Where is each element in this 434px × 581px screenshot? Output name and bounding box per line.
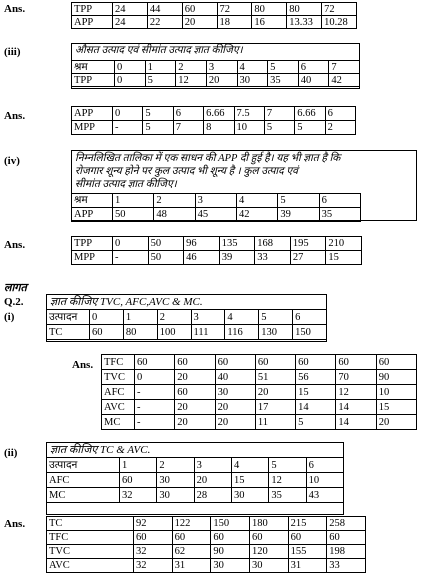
answer-label: Ans. (4, 3, 26, 15)
table-cell: 5 (268, 61, 299, 74)
output-afc-mc-table (46, 457, 344, 503)
table-cell: 30 (157, 488, 194, 503)
row-header-cell: TPP (72, 3, 113, 16)
heading-line: निम्नलिखित तालिका में एक साधन की APP दी हुई है। यह भी ज्ञात है कि (75, 153, 341, 164)
table-cell: 130 (259, 325, 293, 340)
table-cell: 12 (269, 473, 306, 488)
table-cell: 60 (288, 531, 327, 545)
table-cell: 50 (113, 208, 154, 222)
question-number: (iii) (4, 46, 21, 58)
table-cell: 4 (225, 310, 259, 325)
table-cell: 14 (296, 400, 336, 415)
table-row (47, 310, 327, 325)
table-cell: 35 (319, 208, 360, 222)
table-cell: 150 (293, 325, 327, 340)
table-cell: 210 (326, 237, 362, 251)
table-cell: 20 (175, 370, 215, 385)
table-cell: 35 (269, 488, 306, 503)
row-header-cell: MPP (72, 121, 113, 135)
row-header-cell: उत्पादन (47, 310, 90, 325)
table-cell: 0 (135, 370, 175, 385)
table-cell: 6 (306, 458, 343, 473)
table-cell: 31 (172, 559, 211, 573)
table-cell: 44 (147, 3, 182, 16)
table-cell: 70 (336, 370, 376, 385)
table-cell: 39 (219, 251, 255, 265)
table-cell: 60 (175, 355, 215, 370)
table-row (72, 208, 361, 222)
table-row (102, 385, 417, 400)
output-tc-table (46, 309, 327, 340)
table-cell: 116 (225, 325, 259, 340)
table-cell: 90 (376, 370, 416, 385)
row-header-cell: TVC (102, 370, 135, 385)
table-cell: 4 (236, 194, 277, 208)
table-cell: 10 (376, 385, 416, 400)
table-cell: 40 (215, 370, 255, 385)
table-cell: 5 (145, 74, 176, 87)
table-cell: 33 (327, 559, 366, 573)
row-header-cell: APP (72, 107, 113, 121)
table-cell: 60 (296, 355, 336, 370)
table-cell: 60 (134, 531, 173, 545)
app-mpp-table (71, 106, 356, 135)
table-cell: 10.28 (322, 16, 357, 29)
table-cell: 20 (255, 385, 295, 400)
question-number: (ii) (4, 447, 18, 459)
question-heading: औसत उत्पाद एवं सीमांत उत्पाद ज्ञात कीजिए। (75, 45, 243, 56)
table-cell: 42 (236, 208, 277, 222)
table-cell: 60 (327, 531, 366, 545)
table-cell: 80 (252, 3, 287, 16)
table-row (72, 251, 362, 265)
table-cell: 15 (231, 473, 268, 488)
table-cell: 5 (269, 458, 306, 473)
cost-answer-table (101, 354, 417, 430)
row-header-cell: TPP (72, 74, 115, 87)
table-cell: 6 (325, 107, 355, 121)
question-heading (72, 151, 416, 192)
table-cell: 18 (217, 16, 252, 29)
table-cell: 0 (113, 107, 143, 121)
table-cell: 2 (325, 121, 355, 135)
table-cell: 12 (176, 74, 207, 87)
row-header-cell: उत्पादन (47, 458, 120, 473)
table-row (47, 488, 344, 503)
table-cell: 30 (211, 559, 250, 573)
heading-line: रोजगार शून्य होने पर कुल उत्पाद भी शून्य है । कुल उत्पाद एवं (75, 166, 298, 177)
table-cell: 56 (296, 370, 336, 385)
tpp-app-table (71, 2, 357, 29)
table-cell: - (113, 251, 149, 265)
table-cell: 22 (147, 16, 182, 29)
table-cell: 4 (231, 458, 268, 473)
table-cell: 258 (327, 517, 366, 531)
table-cell: 6 (173, 107, 203, 121)
row-header-cell: TC (47, 325, 90, 340)
table-cell: 1 (120, 458, 157, 473)
table-cell: 7.5 (234, 107, 264, 121)
table-cell: 62 (172, 545, 211, 559)
table-cell: 60 (135, 355, 175, 370)
table-row (47, 325, 327, 340)
table-row (72, 107, 356, 121)
table-cell: - (135, 415, 175, 430)
table-cell: 14 (336, 400, 376, 415)
table-cell: 60 (172, 531, 211, 545)
table-cell: 60 (120, 473, 157, 488)
table-cell: 195 (290, 237, 326, 251)
table-row (72, 237, 362, 251)
table-cell: 15 (376, 400, 416, 415)
table-cell: 0 (113, 237, 149, 251)
table-cell: 10 (234, 121, 264, 135)
table-row (47, 545, 366, 559)
table-row (72, 194, 361, 208)
question-heading: ज्ञात कीजिए TVC, AFC,AVC & MC. (50, 296, 203, 308)
question-heading: ज्ञात कीजिए TC & AVC. (50, 444, 151, 456)
table-cell: 6 (298, 61, 329, 74)
table-cell: 48 (154, 208, 195, 222)
table-cell: 60 (90, 325, 124, 340)
table-cell: 5 (278, 194, 319, 208)
table-cell: 215 (288, 517, 327, 531)
table-cell: 72 (217, 3, 252, 16)
table-cell: 24 (113, 3, 148, 16)
table-cell: 60 (376, 355, 416, 370)
table-cell: 90 (211, 545, 250, 559)
table-cell: - (135, 385, 175, 400)
answer-label: Ans. (4, 110, 26, 122)
table-cell: 1 (145, 61, 176, 74)
row-header-cell: MC (47, 488, 120, 503)
table-cell: 27 (290, 251, 326, 265)
table-cell: - (135, 400, 175, 415)
row-header-cell: श्रम (72, 194, 113, 208)
table-cell: 33 (255, 251, 291, 265)
table-cell: 198 (327, 545, 366, 559)
table-cell: 20 (215, 415, 255, 430)
table-cell: 3 (195, 194, 236, 208)
table-cell: 6.66 (204, 107, 234, 121)
table-row (72, 74, 360, 87)
row-header-cell: AFC (47, 473, 120, 488)
table-cell: 7 (264, 107, 294, 121)
table-cell: 30 (237, 74, 268, 87)
table-cell: 3 (191, 310, 225, 325)
table-cell: 3 (206, 61, 237, 74)
table-cell: 6 (293, 310, 327, 325)
table-cell: 5 (259, 310, 293, 325)
table-cell: 39 (278, 208, 319, 222)
table-cell: 60 (255, 355, 295, 370)
table-row (102, 355, 417, 370)
table-cell: 28 (194, 488, 231, 503)
table-cell: 30 (231, 488, 268, 503)
table-cell: 92 (134, 517, 173, 531)
table-cell: 1 (113, 194, 154, 208)
table-cell: 0 (90, 310, 124, 325)
table-row (47, 517, 366, 531)
table-cell: 60 (211, 531, 250, 545)
table-cell: 40 (298, 74, 329, 87)
row-header-cell: श्रम (72, 61, 115, 74)
table-row (47, 531, 366, 545)
table-cell: 30 (215, 385, 255, 400)
row-header-cell: TFC (47, 531, 134, 545)
table-row (102, 415, 417, 430)
answer-label: Ans. (4, 518, 26, 530)
table-cell: 50 (148, 251, 184, 265)
table-row (102, 400, 417, 415)
table-cell: 60 (336, 355, 376, 370)
table-cell: 32 (134, 559, 173, 573)
row-header-cell: APP (72, 16, 113, 29)
table-cell: 0 (115, 74, 146, 87)
question-number: Q.2. (4, 296, 24, 308)
tpp-mpp-table (71, 236, 362, 265)
table-cell: 2 (157, 458, 194, 473)
table-cell: 32 (120, 488, 157, 503)
table-cell: 13.33 (287, 16, 322, 29)
table-row (102, 370, 417, 385)
table-cell: 80 (123, 325, 157, 340)
table-cell: 16 (252, 16, 287, 29)
table-cell: 2 (157, 310, 191, 325)
table-cell: 17 (255, 400, 295, 415)
table-cell: 8 (204, 121, 234, 135)
row-header-cell: APP (72, 208, 113, 222)
table-cell: 100 (157, 325, 191, 340)
table-cell: 15 (326, 251, 362, 265)
table-cell: 5 (143, 121, 173, 135)
table-cell: 111 (191, 325, 225, 340)
table-cell: 11 (255, 415, 295, 430)
table-cell: 20 (194, 473, 231, 488)
table-cell: 12 (336, 385, 376, 400)
table-row (72, 61, 360, 74)
table-row (72, 3, 357, 16)
section-title: लागत (4, 282, 27, 294)
table-cell: 15 (296, 385, 336, 400)
table-cell: 120 (249, 545, 288, 559)
table-row (72, 16, 357, 29)
table-cell: 60 (175, 385, 215, 400)
table-cell: 5 (264, 121, 294, 135)
labour-tpp-table (71, 60, 360, 87)
table-cell: 0 (115, 61, 146, 74)
table-cell: 60 (215, 355, 255, 370)
table-cell: 60 (249, 531, 288, 545)
table-cell: 96 (184, 237, 220, 251)
table-cell: 5 (295, 121, 325, 135)
table-cell: 135 (219, 237, 255, 251)
table-cell: 30 (249, 559, 288, 573)
table-cell: 1 (123, 310, 157, 325)
question-subnumber: (i) (4, 311, 15, 323)
table-cell: 7 (173, 121, 203, 135)
table-cell: 46 (184, 251, 220, 265)
table-cell: 155 (288, 545, 327, 559)
answer-label: Ans. (4, 239, 26, 251)
table-cell: 72 (322, 3, 357, 16)
tc-avc-answer-table (46, 516, 366, 573)
table-cell: 32 (134, 545, 173, 559)
table-cell: 3 (194, 458, 231, 473)
row-header-cell: AVC (102, 400, 135, 415)
table-cell: 30 (157, 473, 194, 488)
table-cell: 20 (376, 415, 416, 430)
table-cell: 42 (329, 74, 360, 87)
table-row (47, 559, 366, 573)
row-header-cell: MPP (72, 251, 113, 265)
table-cell: 5 (296, 415, 336, 430)
table-cell: 150 (211, 517, 250, 531)
table-cell: 45 (195, 208, 236, 222)
table-cell: 80 (287, 3, 322, 16)
table-cell: 5 (143, 107, 173, 121)
question-number: (iv) (4, 155, 20, 167)
table-cell: 6 (319, 194, 360, 208)
table-row (47, 458, 344, 473)
table-cell: 51 (255, 370, 295, 385)
labour-app-table (71, 193, 361, 222)
table-cell: 10 (306, 473, 343, 488)
row-header-cell: TFC (102, 355, 135, 370)
row-header-cell: TPP (72, 237, 113, 251)
table-cell: 6.66 (295, 107, 325, 121)
table-cell: 20 (206, 74, 237, 87)
table-cell: 20 (182, 16, 217, 29)
table-cell: 7 (329, 61, 360, 74)
table-cell: 20 (215, 400, 255, 415)
table-cell: 168 (255, 237, 291, 251)
table-cell: 20 (175, 415, 215, 430)
row-header-cell: AFC (102, 385, 135, 400)
row-header-cell: MC (102, 415, 135, 430)
table-row (47, 473, 344, 488)
table-cell: 4 (237, 61, 268, 74)
answer-label: Ans. (72, 359, 94, 371)
table-cell: 35 (268, 74, 299, 87)
table-cell: 2 (154, 194, 195, 208)
row-header-cell: TVC (47, 545, 134, 559)
table-cell: 20 (175, 400, 215, 415)
heading-line: सीमांत उत्पाद ज्ञात कीजिए। (75, 179, 177, 190)
table-cell: 2 (176, 61, 207, 74)
table-cell: - (113, 121, 143, 135)
table-cell: 50 (148, 237, 184, 251)
table-cell: 14 (336, 415, 376, 430)
table-cell: 24 (113, 16, 148, 29)
table-cell: 31 (288, 559, 327, 573)
row-header-cell: AVC (47, 559, 134, 573)
table-cell: 122 (172, 517, 211, 531)
table-cell: 180 (249, 517, 288, 531)
row-header-cell: TC (47, 517, 134, 531)
table-row (72, 121, 356, 135)
table-cell: 43 (306, 488, 343, 503)
table-cell: 60 (182, 3, 217, 16)
